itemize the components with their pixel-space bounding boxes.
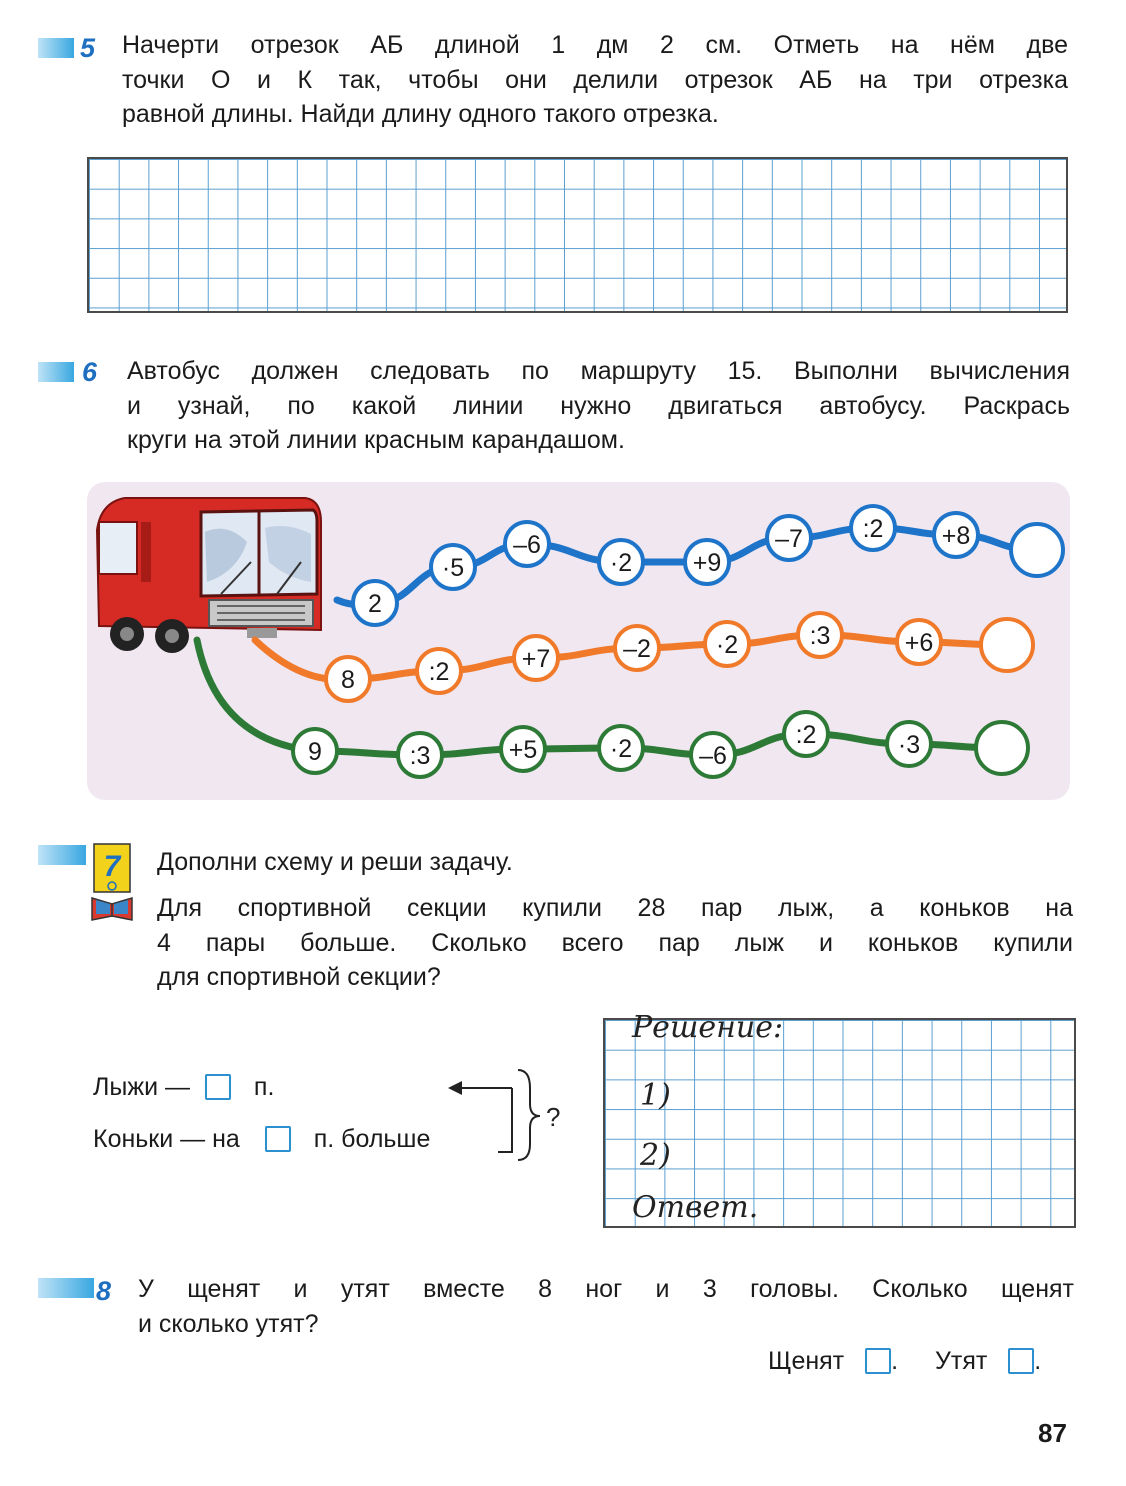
- route-panel: [87, 482, 1070, 800]
- task-text-line: 4 пары больше. Сколько всего пар лыж и коньков купили: [157, 928, 1073, 957]
- route-step-circle[interactable]: [293, 729, 337, 773]
- task-text: [127, 354, 1070, 458]
- route-step-circle[interactable]: [353, 581, 397, 625]
- task-number: 8: [96, 1276, 112, 1306]
- route-step-label: +9: [692, 549, 722, 577]
- drawing-grid[interactable]: [87, 157, 1068, 313]
- route-step-label: ·5: [441, 554, 465, 582]
- skates-unit: п. больше: [313, 1125, 431, 1153]
- skis-answer-box[interactable]: [205, 1074, 231, 1100]
- route-step-circle[interactable]: [431, 545, 475, 589]
- page-number: 87: [1038, 1418, 1067, 1448]
- task-text-line: У щенят и утят вместе 8 ног и 3 головы. Сколько щенят: [138, 1275, 1074, 1303]
- task-marker: [38, 1278, 94, 1298]
- book-icon: [90, 842, 134, 922]
- route-step-circle[interactable]: [599, 540, 643, 584]
- skates-label: Коньки — на: [93, 1125, 240, 1153]
- answer-row: [768, 1346, 1041, 1376]
- puppies-label: Щенят: [768, 1347, 845, 1375]
- route-step-label: +8: [941, 522, 971, 550]
- route-step-circle[interactable]: [501, 727, 545, 771]
- route-step-label: –2: [623, 635, 651, 663]
- scheme-bracket: [440, 1066, 570, 1166]
- route-step-label: :3: [409, 742, 431, 770]
- task-text: [138, 1272, 1074, 1341]
- task-text-line: Автобус должен следовать по маршруту 15. Выполни вычисления: [127, 357, 1070, 385]
- route-step-label: ·2: [609, 549, 633, 577]
- task-marker: [38, 362, 74, 382]
- scheme-row-skis: [93, 1072, 274, 1102]
- solution-step-1: 1): [640, 1078, 671, 1113]
- route-step-label: ·3: [897, 731, 921, 759]
- route-step-circle[interactable]: [398, 733, 442, 777]
- route-step-label: –6: [513, 531, 541, 559]
- skates-answer-box[interactable]: [265, 1126, 291, 1152]
- scheme-question-mark: ?: [546, 1102, 561, 1132]
- route-step-circle[interactable]: [934, 513, 978, 557]
- route-final-circle[interactable]: [976, 722, 1028, 774]
- task-number: 5: [80, 33, 96, 63]
- task-text-line: круги на этой линии красным карандашом.: [127, 426, 625, 454]
- route-step-circle[interactable]: [887, 722, 931, 766]
- route-step-circle[interactable]: [705, 622, 749, 666]
- route-step-label: 9: [308, 738, 322, 766]
- route-step-circle[interactable]: [685, 540, 729, 584]
- route-step-circle[interactable]: [599, 726, 643, 770]
- skis-unit: п.: [253, 1073, 275, 1101]
- route-step-label: ·2: [609, 735, 633, 763]
- route-step-circle[interactable]: [691, 733, 735, 777]
- task-text: [122, 28, 1068, 132]
- task-number: 7: [103, 850, 121, 883]
- route-step-circle[interactable]: [615, 626, 659, 670]
- scheme-row-skates: [93, 1124, 430, 1154]
- route-step-circle[interactable]: [897, 620, 941, 664]
- route-step-circle[interactable]: [417, 649, 461, 693]
- route-step-circle[interactable]: [784, 712, 828, 756]
- task-text: [157, 891, 1073, 995]
- route-final-circle[interactable]: [1011, 524, 1063, 576]
- route-step-label: +6: [904, 629, 934, 657]
- solution-answer-label: Ответ.: [632, 1190, 759, 1225]
- route-step-circle[interactable]: [326, 657, 370, 701]
- route-step-label: 2: [368, 590, 382, 618]
- task-number: 6: [82, 357, 98, 387]
- route-step-label: +7: [521, 645, 551, 673]
- bus-icon: [97, 498, 321, 653]
- task-text-line: точки О и К так, чтобы они делили отрезок АБ на три отрезка: [122, 65, 1068, 94]
- task-text-line: и узнай, по какой линии нужно двигаться автобусу. Раскрась: [127, 391, 1070, 420]
- route-step-label: :2: [428, 658, 450, 686]
- solution-step-2: 2): [640, 1138, 671, 1173]
- route-step-circle[interactable]: [851, 506, 895, 550]
- task-text-line: для спортивной секции?: [157, 963, 441, 991]
- skis-label: Лыжи —: [93, 1073, 191, 1101]
- route-step-circle[interactable]: [798, 613, 842, 657]
- task-marker: [38, 38, 74, 58]
- route-step-label: ·2: [715, 631, 739, 659]
- route-step-label: :2: [795, 721, 817, 749]
- task-text-line: Начерти отрезок АБ длиной 1 дм 2 см. Отметь на нём две: [122, 31, 1068, 59]
- route-step-label: :2: [862, 515, 884, 543]
- punctuation: .: [891, 1347, 899, 1375]
- route-diagram: [87, 482, 1070, 800]
- route-step-label: :3: [809, 622, 831, 650]
- route-step-label: 8: [341, 666, 355, 694]
- task-text-line: равной длины. Найди длину одного такого отрезка.: [122, 100, 719, 128]
- route-step-circle[interactable]: [505, 522, 549, 566]
- route-final-circle[interactable]: [981, 619, 1033, 671]
- task-text-line: Для спортивной секции купили 28 пар лыж, а коньков на: [157, 894, 1073, 922]
- route-step-label: +5: [508, 736, 538, 764]
- route-step-circle[interactable]: [767, 516, 811, 560]
- task-intro: Дополни схему и реши задачу.: [157, 848, 513, 876]
- route-step-label: –6: [699, 742, 727, 770]
- ducklings-label: Утят: [935, 1347, 988, 1375]
- ducklings-answer-box[interactable]: [1008, 1348, 1034, 1374]
- task-marker: [38, 845, 86, 865]
- task-text-line: и сколько утят?: [138, 1309, 319, 1338]
- puppies-answer-box[interactable]: [865, 1348, 891, 1374]
- solution-title: Решение:: [632, 1010, 784, 1045]
- route-step-circle[interactable]: [514, 636, 558, 680]
- punctuation: .: [1034, 1347, 1042, 1375]
- route-step-label: –7: [775, 525, 803, 553]
